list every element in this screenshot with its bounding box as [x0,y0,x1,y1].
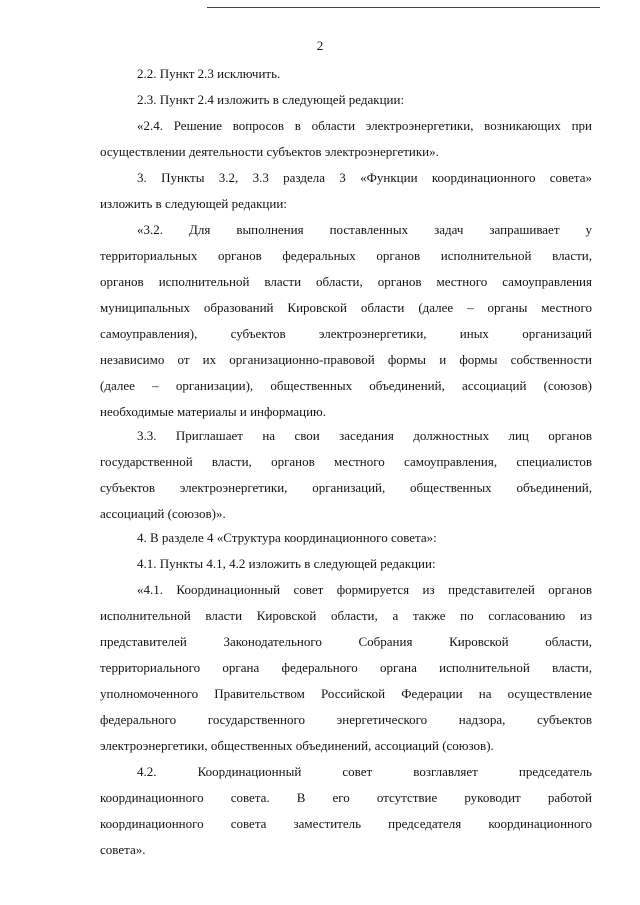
text-line: изложить в следующей редакции: [100,196,287,211]
text-line: 4. В разделе 4 «Структура координационного совета»: [137,530,437,545]
text-line: «3.2. Для выполнения поставленных задач запрашивает у [137,222,592,237]
text-line: самоуправления), субъектов электроэнергетики, иных организаций [100,326,592,341]
text-line: территориальных органов федеральных органов исполнительной власти, [100,248,592,263]
text-line: государственной власти, органов местного самоуправления, специалистов [100,454,592,469]
text-line: независимо от их организационно-правовой формы и формы собственности [100,352,592,367]
text-line: ассоциаций (союзов)». [100,506,226,521]
text-line: координационного совета заместитель председателя координационного [100,816,592,831]
text-line: 2.2. Пункт 2.3 исключить. [137,66,281,81]
text-line: 3. Пункты 3.2, 3.3 раздела 3 «Функции координационного совета» [137,170,592,185]
text-line: муниципальных образований Кировской области (далее – органы местного [100,300,592,315]
text-line: «4.1. Координационный совет формируется из представителей органов [137,582,592,597]
text-line: исполнительной власти Кировской области, а также по согласованию из [100,608,592,623]
page-number: 2 [316,38,324,53]
text-line: 3.3. Приглашает на свои заседания должностных лиц органов [137,428,592,443]
text-line: территориального органа федерального органа исполнительной власти, [100,660,592,675]
top-edge-rule [207,7,600,8]
text-line: необходимые материалы и информацию. [100,404,326,419]
text-line: представителей Законодательного Собрания Кировской области, [100,634,592,649]
text-line: 4.1. Пункты 4.1, 4.2 изложить в следующей редакции: [137,556,436,571]
text-line: (далее – организации), общественных объединений, ассоциаций (союзов) [100,378,592,393]
text-line: электроэнергетики, общественных объединений, ассоциаций (союзов). [100,738,494,753]
text-line: координационного совета. В его отсутствие руководит работой [100,790,592,805]
text-line: уполномоченного Правительством Российской Федерации на осуществление [100,686,592,701]
text-line: 2.3. Пункт 2.4 изложить в следующей редакции: [137,92,405,107]
text-line: 4.2. Координационный совет возглавляет председатель [137,764,592,779]
text-line: «2.4. Решение вопросов в области электроэнергетики, возникающих при [137,118,592,133]
text-line: органов исполнительной власти области, органов местного самоуправления [100,274,592,289]
text-line: совета». [100,842,146,857]
text-line: субъектов электроэнергетики, организаций, общественных объединений, [100,480,592,495]
text-line: осуществлении деятельности субъектов электроэнергетики». [100,144,439,159]
text-line: федерального государственного энергетического надзора, субъектов [100,712,592,727]
